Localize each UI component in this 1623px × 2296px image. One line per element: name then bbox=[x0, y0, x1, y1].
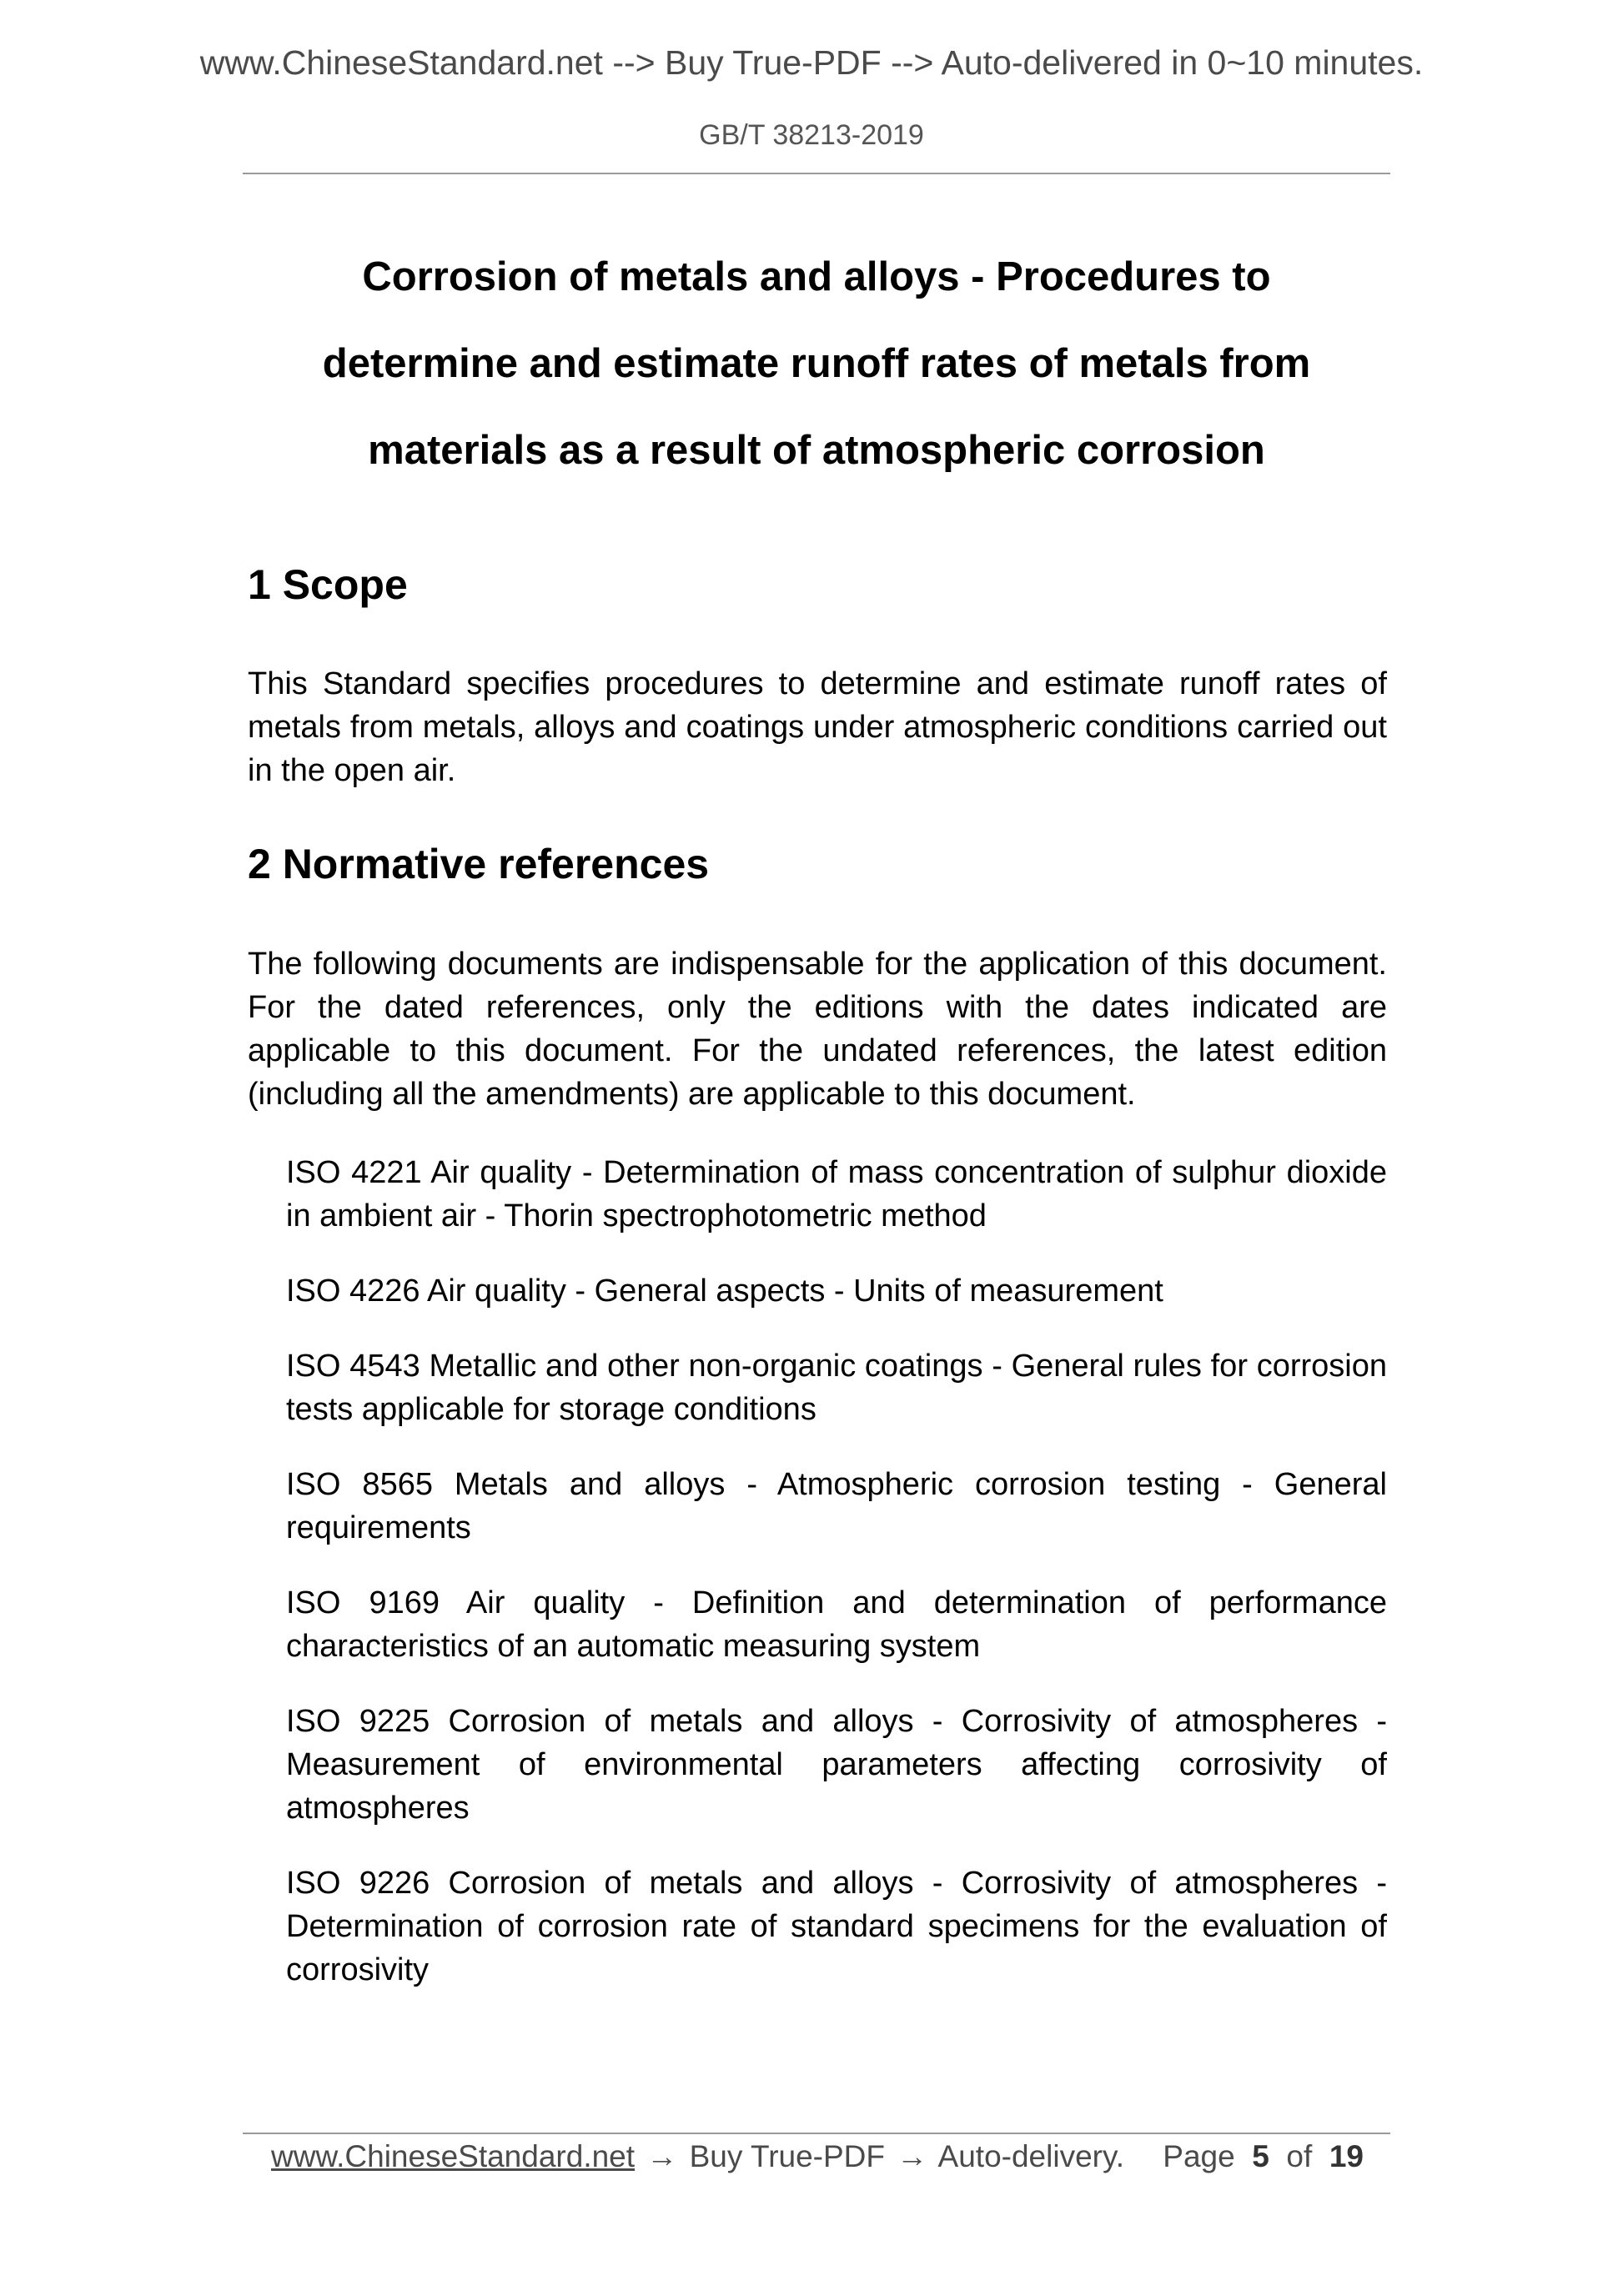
header-divider bbox=[243, 173, 1390, 174]
page-footer bbox=[271, 2139, 1364, 2174]
normative-references-heading: 2 Normative references bbox=[248, 841, 710, 887]
reference-item: ISO 9169 Air quality - Definition and determination of performance characteristics of an automatic measuring system bbox=[286, 1585, 1387, 1664]
footer-delivery-text: Auto-delivery. bbox=[937, 2139, 1125, 2173]
page-indicator bbox=[1163, 2139, 1364, 2174]
top-banner bbox=[0, 43, 1623, 83]
footer-site-link[interactable]: www.ChineseStandard.net bbox=[271, 2139, 636, 2173]
page-of-label: of bbox=[1286, 2139, 1313, 2173]
reference-item: ISO 8565 Metals and alloys - Atmospheric corrosion testing - General requirements bbox=[286, 1467, 1387, 1545]
normative-references-paragraph: The following documents are indispensable for the application of this document. For the dated references, only the editions with the dates indicated are applicable to this document. For the undated references, the latest edition (including all the amendments) are applicable to this document. bbox=[248, 947, 1387, 1112]
banner-separator: --> bbox=[881, 43, 942, 82]
arrow-right-icon: → bbox=[897, 2139, 928, 2173]
reference-item: ISO 4543 Metallic and other non-organic coatings - General rules for corrosion tests applicable for storage conditions bbox=[286, 1349, 1387, 1427]
reference-list bbox=[286, 1151, 1387, 2023]
footer-divider bbox=[243, 2133, 1390, 2134]
title-line-3: materials as a result of atmospheric corrosion bbox=[368, 428, 1265, 473]
reference-item: ISO 4221 Air quality - Determination of mass concentration of sulphur dioxide in ambient air - Thorin spectrophotometric method bbox=[286, 1155, 1387, 1233]
banner-separator: --> bbox=[602, 43, 665, 82]
reference-item: ISO 9225 Corrosion of metals and alloys - Corrosivity of atmospheres - Measurement of environmental parameters affecting corrosivity of atmospheres bbox=[286, 1704, 1387, 1826]
scope-paragraph: This Standard specifies procedures to determine and estimate runoff rates of metals from metals, alloys and coatings under atmospheric conditions carried out in the open air. bbox=[248, 666, 1387, 788]
page-label: Page bbox=[1163, 2139, 1235, 2173]
banner-site-text: www.ChineseStandard.net bbox=[199, 43, 603, 82]
standard-code: GB/T 38213-2019 bbox=[699, 119, 924, 151]
reference-item: ISO 4226 Air quality - General aspects - Units of measurement bbox=[286, 1274, 1163, 1309]
banner-delivery-text: Auto-delivered in 0~10 minutes. bbox=[941, 43, 1424, 82]
total-pages-number: 19 bbox=[1329, 2139, 1364, 2173]
footer-buy-text: Buy True-PDF bbox=[689, 2139, 886, 2173]
banner-buy-text: Buy True-PDF bbox=[664, 43, 882, 82]
arrow-right-icon: → bbox=[646, 2139, 678, 2173]
current-page-number: 5 bbox=[1252, 2139, 1269, 2173]
title-line-1: Corrosion of metals and alloys - Procedures to bbox=[362, 254, 1271, 299]
reference-item: ISO 9226 Corrosion of metals and alloys - Corrosivity of atmospheres - Determination of corrosion rate of standard specimens for the evaluation of corrosivity bbox=[286, 1866, 1387, 1987]
scope-heading: 1 Scope bbox=[248, 561, 408, 608]
document-title bbox=[243, 234, 1390, 494]
title-line-2: determine and estimate runoff rates of metals from bbox=[322, 341, 1311, 386]
